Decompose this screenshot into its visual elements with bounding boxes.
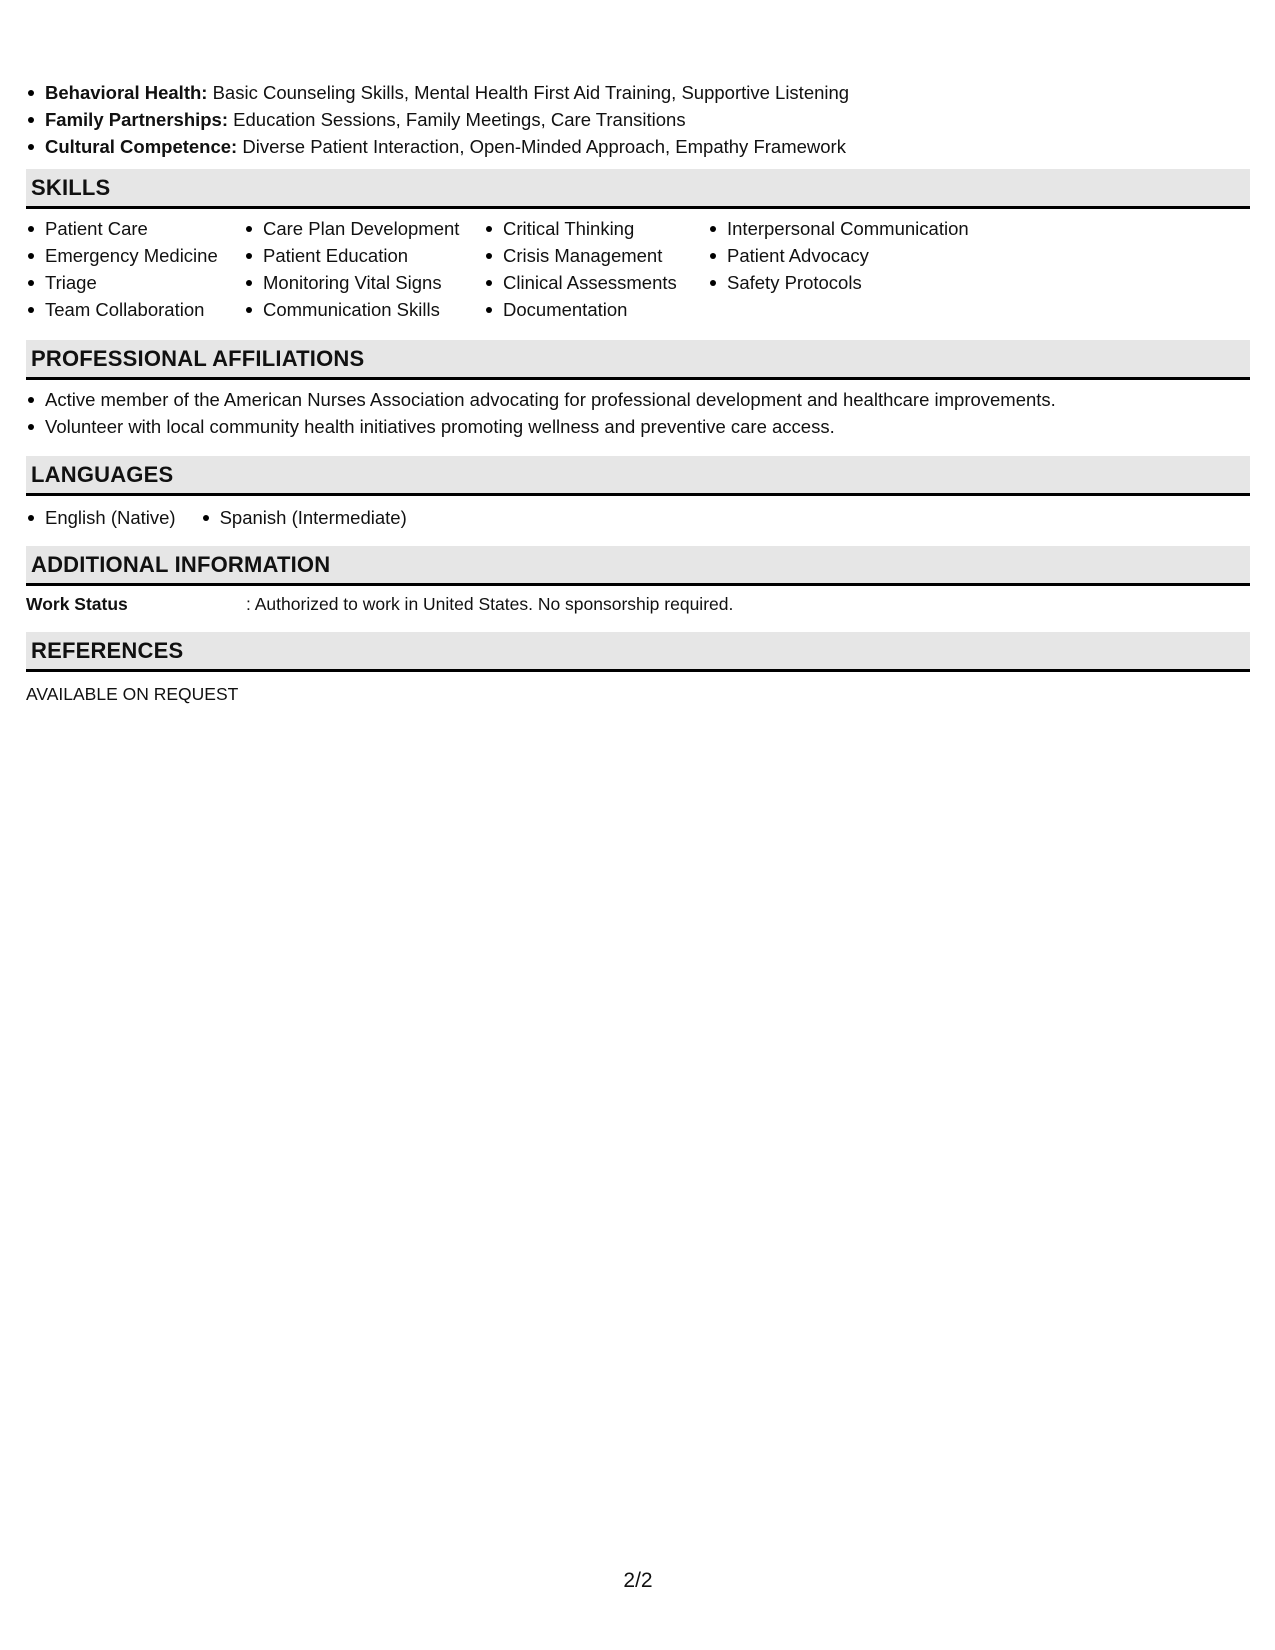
- skill-item: Critical Thinking: [484, 215, 677, 242]
- section-title: REFERENCES: [31, 638, 184, 663]
- section-header: [26, 456, 1250, 496]
- skills-column: [244, 215, 459, 323]
- competency-label: Cultural Competence:: [45, 136, 238, 157]
- list-item: [26, 79, 849, 106]
- work-status-label: Work Status: [26, 594, 128, 614]
- skills-grid: [26, 215, 1250, 327]
- skills-column: [484, 215, 677, 323]
- references-text: AVAILABLE ON REQUEST: [26, 684, 239, 704]
- section-header: [26, 169, 1250, 209]
- affiliations-section: [26, 340, 1250, 440]
- skill-item: Patient Care: [26, 215, 218, 242]
- list-item: [26, 106, 849, 133]
- languages-list: [26, 504, 1250, 531]
- skill-item: Patient Education: [244, 242, 459, 269]
- work-status-value: : Authorized to work in United States. No sponsorship required.: [246, 594, 734, 614]
- skill-item: Patient Advocacy: [708, 242, 969, 269]
- section-title: PROFESSIONAL AFFILIATIONS: [31, 346, 365, 371]
- additional-info-section: [26, 546, 1250, 622]
- section-title: SKILLS: [31, 175, 111, 200]
- competency-list: [26, 79, 849, 160]
- page-number: 2/2: [623, 1569, 653, 1592]
- section-header: [26, 546, 1250, 586]
- affiliations-list: [26, 386, 1250, 440]
- list-item: [26, 133, 849, 160]
- language-item: English (Native): [26, 504, 176, 531]
- competency-text: Education Sessions, Family Meetings, Care Transitions: [228, 109, 686, 130]
- list-item: Active member of the American Nurses Association advocating for professional development and healthcare improvements.: [26, 386, 1250, 413]
- skill-item: Interpersonal Communication: [708, 215, 969, 242]
- skill-item: Crisis Management: [484, 242, 677, 269]
- resume-page: [26, 0, 1250, 1650]
- skills-column: [708, 215, 969, 296]
- competency-label: Family Partnerships:: [45, 109, 229, 130]
- languages-section: [26, 456, 1250, 531]
- skill-item: Care Plan Development: [244, 215, 459, 242]
- skills-column: [26, 215, 218, 323]
- competency-text: Diverse Patient Interaction, Open-Minded Approach, Empathy Framework: [237, 136, 846, 157]
- skill-item: Monitoring Vital Signs: [244, 269, 459, 296]
- language-item: Spanish (Intermediate): [201, 504, 407, 531]
- competency-label: Behavioral Health:: [45, 82, 208, 103]
- section-header: [26, 340, 1250, 380]
- references-section: [26, 632, 1250, 706]
- skill-item: Team Collaboration: [26, 296, 218, 323]
- skill-item: Safety Protocols: [708, 269, 969, 296]
- section-title: ADDITIONAL INFORMATION: [31, 552, 331, 577]
- competency-text: Basic Counseling Skills, Mental Health First Aid Training, Supportive Listening: [207, 82, 850, 103]
- skill-item: Triage: [26, 269, 218, 296]
- section-title: LANGUAGES: [31, 462, 174, 487]
- work-status-row: [26, 592, 1250, 622]
- skills-section: [26, 169, 1250, 327]
- skill-item: Emergency Medicine: [26, 242, 218, 269]
- skill-item: Documentation: [484, 296, 677, 323]
- skill-item: Communication Skills: [244, 296, 459, 323]
- skill-item: Clinical Assessments: [484, 269, 677, 296]
- list-item: Volunteer with local community health initiatives promoting wellness and preventive care access.: [26, 413, 1250, 440]
- section-header: [26, 632, 1250, 672]
